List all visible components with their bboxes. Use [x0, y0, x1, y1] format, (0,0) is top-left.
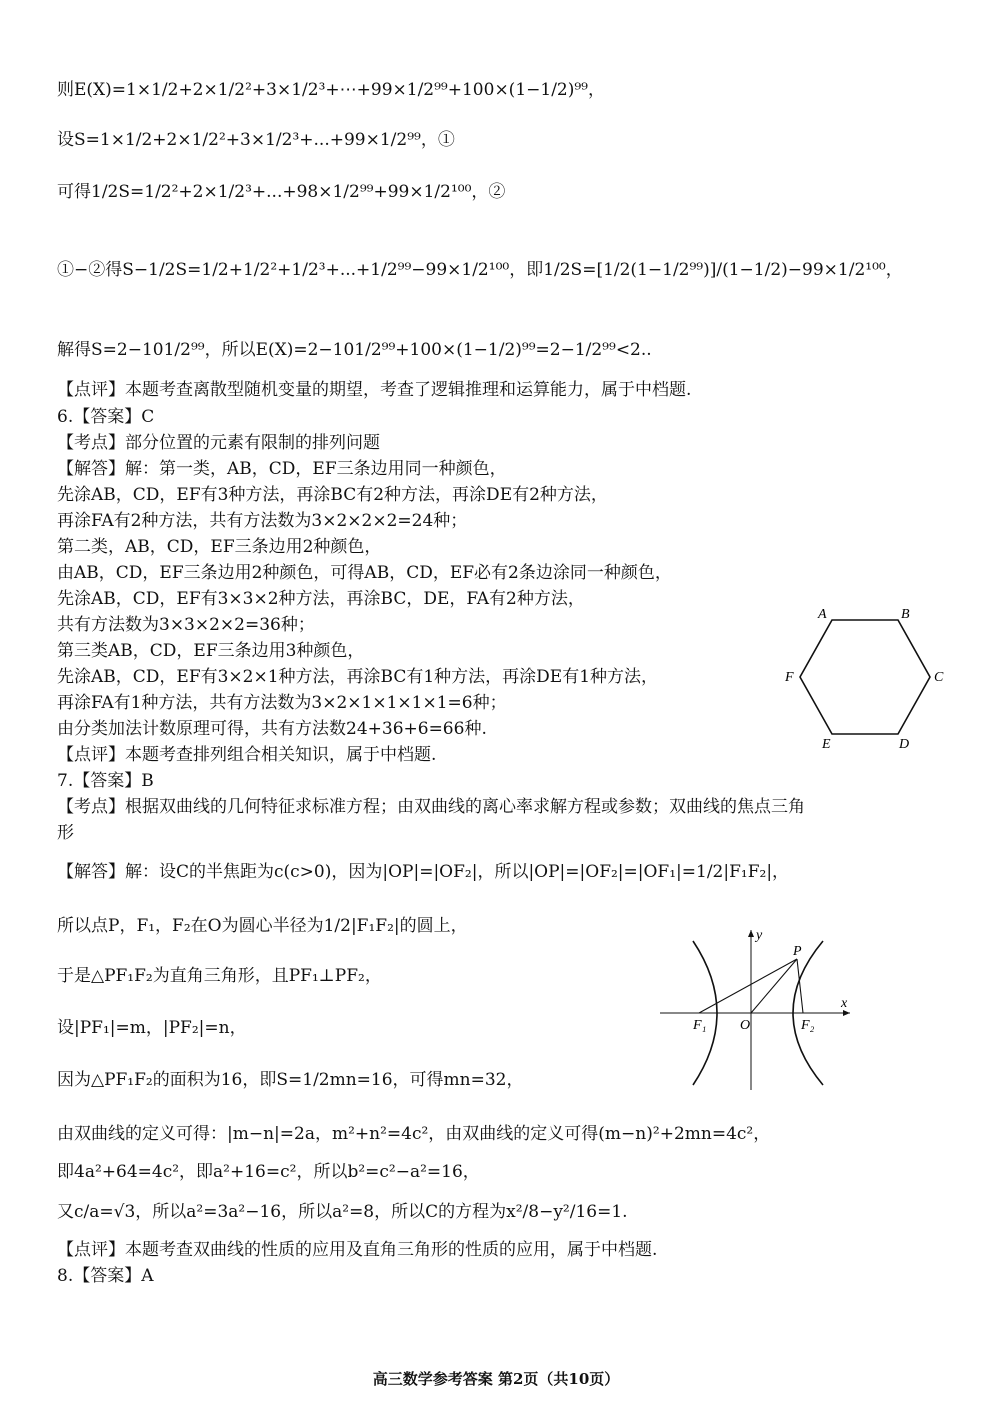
q6-solution-line-5: 由AB，CD，EF三条边用2种颜色，可得AB，CD，EF必有2条边涂同一种颜色，: [57, 563, 672, 583]
q6-solution-line-7: 共有方法数为3×3×2×2=36种；: [57, 615, 315, 635]
axis-label-x: x: [841, 996, 848, 1011]
half-s-line: 可得1/2S=1/2²+2×1/2³+...+98×1/2⁹⁹+99×1/2¹⁰⁰，②: [57, 182, 506, 202]
q7-solution-line-5: 因为△PF₁F₂的面积为16，即S=1/2mn=16，可得mn=32，: [57, 1070, 524, 1090]
difference-line: ①−②得S−1/2S=1/2+1/2²+1/2³+...+1/2⁹⁹−99×1/2¹⁰⁰，即1/2S=[1/2(1−1/2⁹⁹)]/(1−1/2)−99×1/2¹⁰⁰，: [57, 260, 903, 280]
q6-solution-line-1: 【解答】解：第一类，AB，CD，EF三条边用同一种颜色，: [57, 459, 507, 479]
q7-solution-line-1: 【解答】解：设C的半焦距为c(c>0)，因为|OP|=|OF₂|，所以|OP|=|OF₂|=|OF₁|=1/2|F₁F₂|，: [57, 862, 790, 882]
expectation-line: 则E(X)=1×1/2+2×1/2²+3×1/2³+⋯+99×1/2⁹⁹+100×(1−1/2)⁹⁹，: [57, 80, 606, 100]
q6-solution-line-11: 由分类加法计数原理可得，共有方法数24+36+6=66种.: [57, 719, 487, 739]
q6-topic: 【考点】部分位置的元素有限制的排列问题: [57, 433, 380, 453]
q6-solution-line-10: 再涂FA有1种方法，共有方法数为3×2×1×1×1×1=6种；: [57, 693, 507, 713]
hex-label-d: D: [899, 737, 910, 750]
axis-label-y: y: [756, 928, 763, 943]
q7-solution-line-3: 于是△PF₁F₂为直角三角形，且PF₁⊥PF₂，: [57, 966, 382, 986]
q6-solution-line-2: 先涂AB，CD，EF有3种方法，再涂BC有2种方法，再涂DE有2种方法，: [57, 485, 608, 505]
solve-line: 解得S=2−101/2⁹⁹，所以E(X)=2−101/2⁹⁹+100×(1−1/2)⁹⁹=2−1/2⁹⁹<2..: [57, 340, 652, 360]
q7-solution-line-2: 所以点P，F₁，F₂在O为圆心半径为1/2|F₁F₂|的圆上，: [57, 916, 468, 936]
q6-solution-line-9: 先涂AB，CD，EF有3×2×1种方法，再涂BC有1种方法，再涂DE有1种方法，: [57, 667, 659, 687]
q7-solution-line-8: 又c/a=√3，所以a²=3a²−16，所以a²=8，所以C的方程为x²/8−y²/16=1.: [57, 1202, 628, 1222]
hex-label-b: B: [901, 607, 910, 622]
q7-topic-line-1: 【考点】根据双曲线的几何特征求标准方程；由双曲线的离心率求解方程或参数；双曲线的焦点三角: [57, 797, 805, 817]
review-6: 【点评】本题考查排列组合相关知识，属于中档题.: [57, 745, 437, 765]
q7-answer: 7.【答案】B: [57, 771, 154, 791]
page-footer: 高三数学参考答案 第2页（共10页）: [372, 1370, 620, 1388]
point-label-o: O: [740, 1018, 751, 1033]
hex-label-a: A: [818, 607, 827, 622]
hex-label-f: F: [785, 670, 794, 685]
q6-solution-line-4: 第二类，AB，CD，EF三条边用2种颜色，: [57, 537, 382, 557]
q7-solution-line-6: 由双曲线的定义可得：|m−n|=2a，m²+n²=4c²，由双曲线的定义可得(m−n)²+2mn=4c²，: [57, 1124, 771, 1144]
point-label-f1: F₁: [693, 1018, 707, 1033]
q7-topic-line-2: 形: [57, 823, 74, 843]
hexagon-figure: [780, 600, 950, 750]
q7-solution-line-7: 即4a²+64=4c²，即a²+16=c²，所以b²=c²−a²=16，: [57, 1162, 480, 1182]
point-label-f2: F₂: [801, 1018, 815, 1033]
hex-label-c: C: [934, 670, 944, 685]
s-definition-line: 设S=1×1/2+2×1/2²+3×1/2³+...+99×1/2⁹⁹，①: [57, 130, 455, 150]
hyperbola-figure: [655, 925, 855, 1095]
review-5: 【点评】本题考查离散型随机变量的期望，考查了逻辑推理和运算能力，属于中档题.: [57, 380, 692, 400]
q8-answer: 8.【答案】A: [57, 1266, 154, 1286]
q6-solution-line-6: 先涂AB，CD，EF有3×3×2种方法，再涂BC，DE，FA有2种方法，: [57, 589, 585, 609]
q6-solution-line-3: 再涂FA有2种方法，共有方法数为3×2×2×2=24种；: [57, 511, 468, 531]
q6-answer: 6.【答案】C: [57, 407, 155, 427]
review-7: 【点评】本题考查双曲线的性质的应用及直角三角形的性质的应用，属于中档题.: [57, 1240, 658, 1260]
q6-solution-line-8: 第三类AB，CD，EF三条边用3种颜色，: [57, 641, 365, 661]
hex-label-e: E: [822, 737, 831, 750]
point-label-p: P: [793, 944, 802, 959]
q7-solution-line-4: 设|PF₁|=m，|PF₂|=n，: [57, 1018, 247, 1038]
